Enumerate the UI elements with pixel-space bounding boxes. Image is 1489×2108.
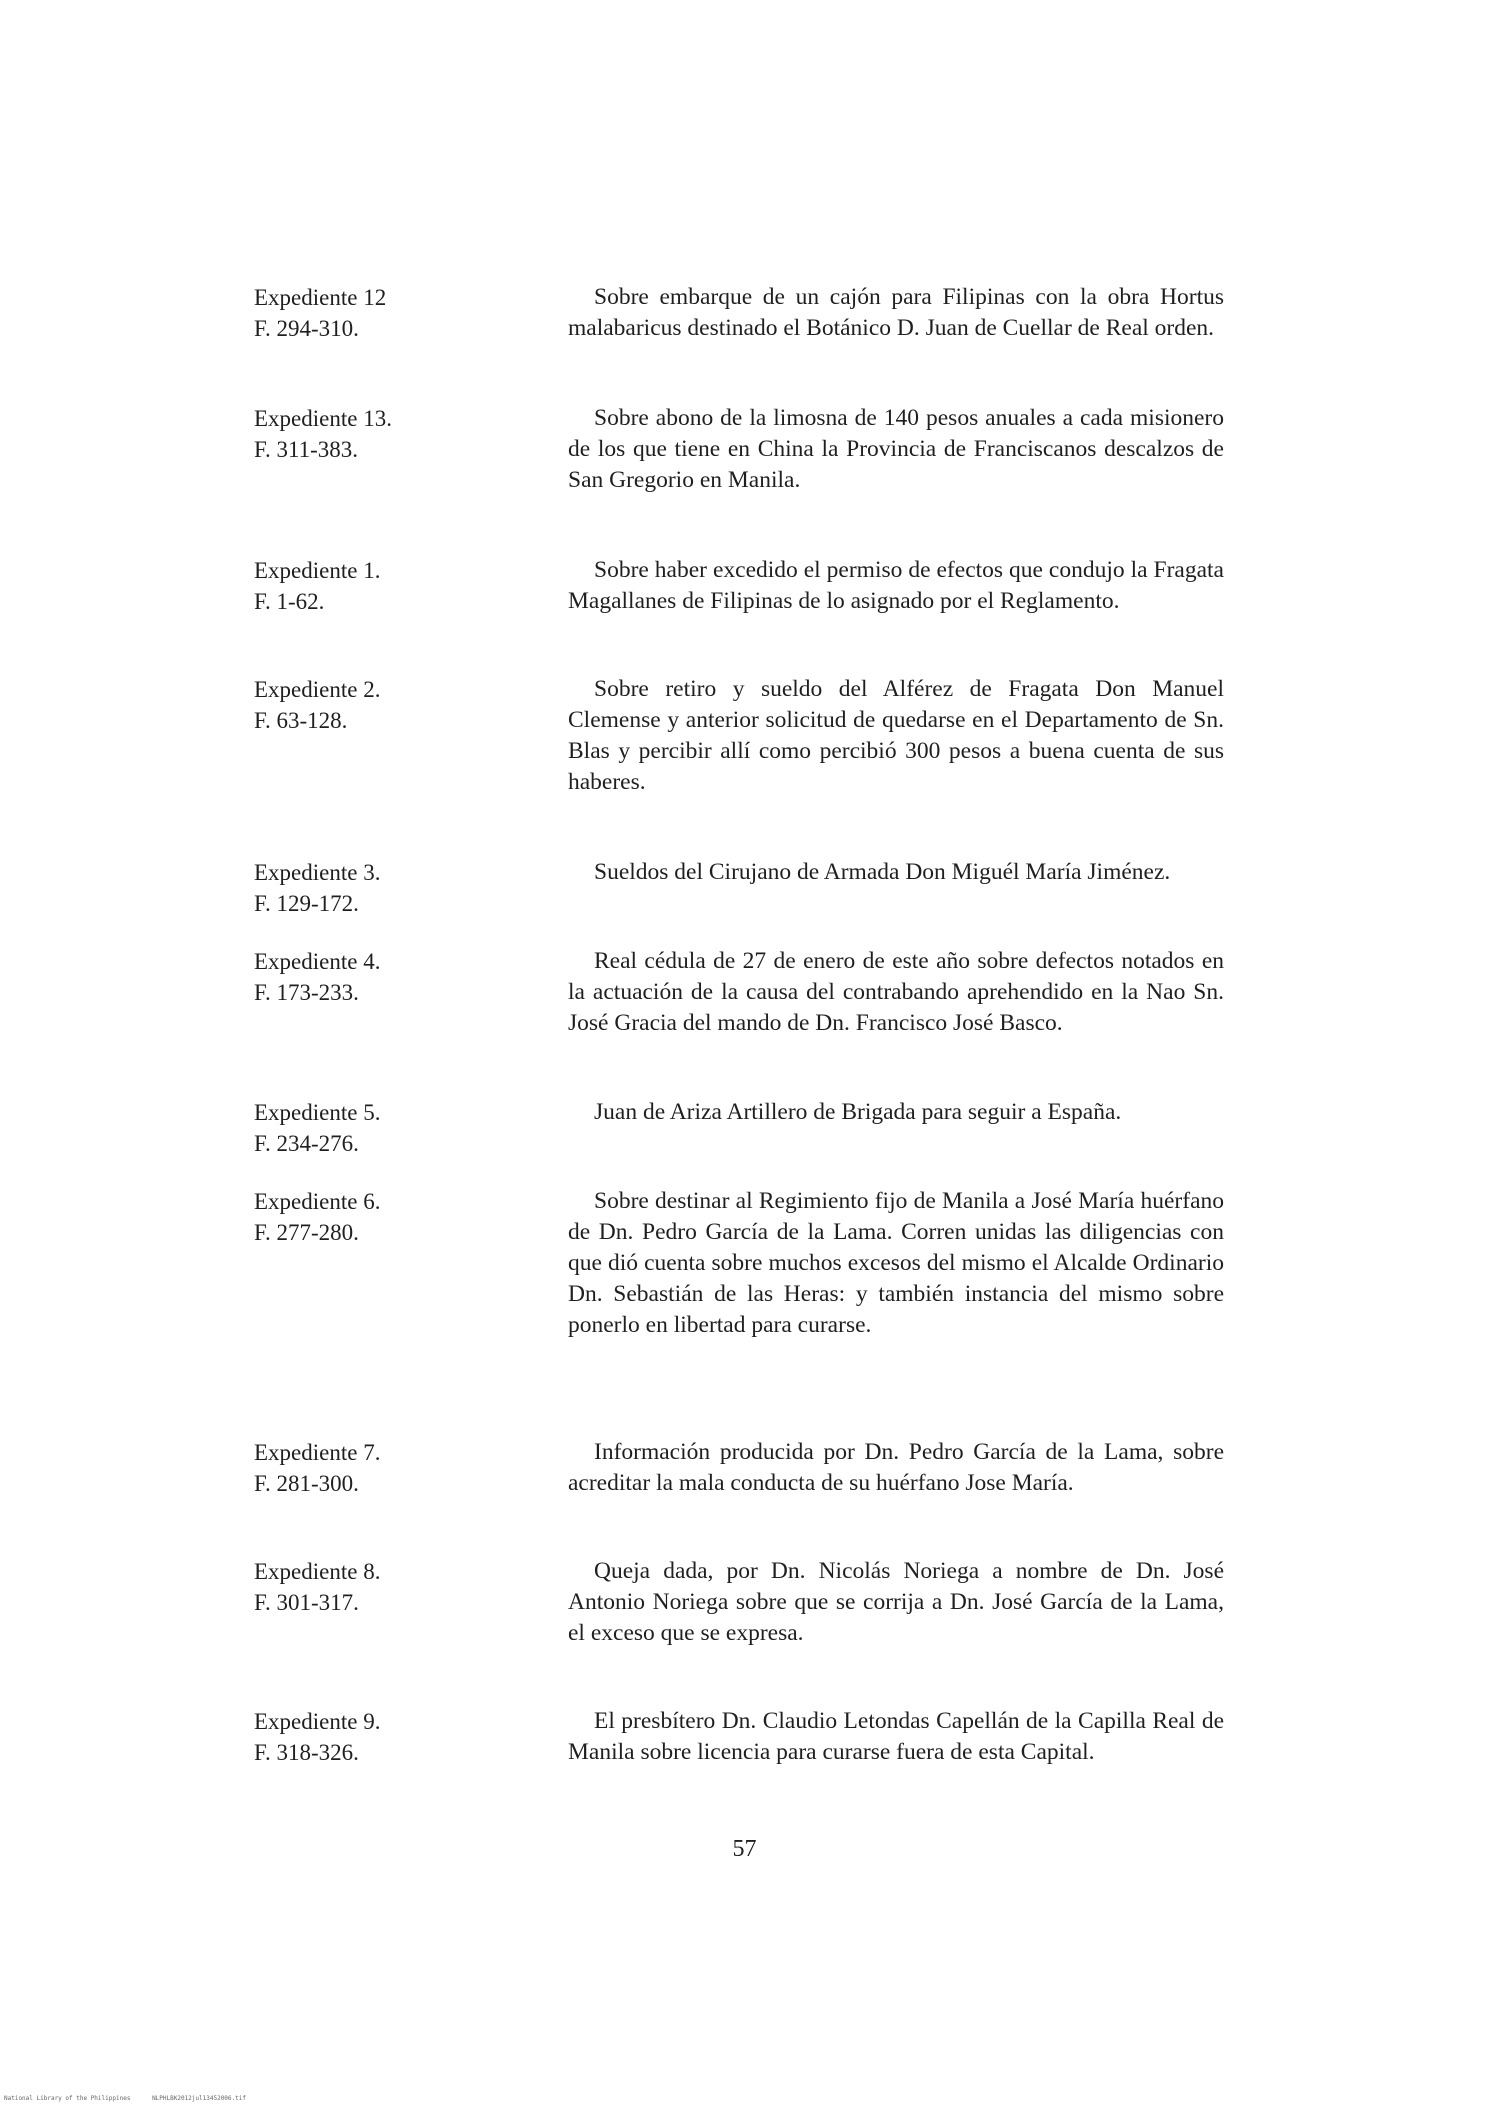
folio-range: F. 129-172. xyxy=(254,891,359,916)
expediente-label: Expediente 1. xyxy=(254,558,381,583)
expediente-label: Expediente 6. xyxy=(254,1189,381,1214)
folio-range: F. 318-326. xyxy=(254,1740,359,1765)
folio-range: F. 294-310. xyxy=(254,316,359,341)
entry-reference xyxy=(254,282,454,344)
entry-description: Información producida por Dn. Pedro García de la Lama, sobre acreditar la mala conducta de su huérfano Jose María. xyxy=(568,1439,1224,1496)
folio-range: F. 311-383. xyxy=(254,437,359,462)
scan-footer xyxy=(4,2095,264,2102)
entry-description: Sobre haber excedido el permiso de efectos que condujo la Fragata Magallanes de Filipinas de lo asignado por el Reglamento. xyxy=(568,557,1224,614)
folio-range: F. 234-276. xyxy=(254,1131,359,1156)
entry-reference xyxy=(254,1706,454,1768)
expediente-label: Expediente 9. xyxy=(254,1709,381,1734)
entry-description: Sobre destinar al Regimiento fijo de Manila a José María huérfano de Dn. Pedro García de la Lama. Corren unidas las diligencias con que dió cuenta sobre muchos excesos del mismo el Alcalde Ordinario Dn. Sebastián de las Heras: y también instancia del mismo sobre ponerlo en libertad para curarse. xyxy=(568,1188,1224,1338)
entry-description: El presbítero Dn. Claudio Letondas Capellán de la Capilla Real de Manila sobre licencia para curarse fuera de esta Capital. xyxy=(568,1708,1224,1765)
entry-reference xyxy=(254,674,454,736)
entry-reference xyxy=(254,403,454,465)
entry-reference xyxy=(254,555,454,617)
entry-description: Sueldos del Cirujano de Armada Don Miguél María Jiménez. xyxy=(594,859,1171,885)
folio-range: F. 173-233. xyxy=(254,980,359,1005)
expediente-label: Expediente 2. xyxy=(254,677,381,702)
entry-description: Sobre embarque de un cajón para Filipinas con la obra Hortus malabaricus destinado el Botánico D. Juan de Cuellar de Real orden. xyxy=(568,284,1224,341)
entry-description: Juan de Ariza Artillero de Brigada para seguir a España. xyxy=(594,1099,1122,1125)
folio-range: F. 301-317. xyxy=(254,1590,359,1615)
page-number: 57 xyxy=(732,1836,757,1862)
footer-file: NLPHLBK2012jul13452006.tif xyxy=(152,2095,246,2102)
expediente-label: Expediente 12 xyxy=(254,285,387,310)
folio-range: F. 277-280. xyxy=(254,1220,359,1245)
entry-reference xyxy=(254,857,454,919)
entry-reference xyxy=(254,1186,454,1248)
folio-range: F. 281-300. xyxy=(254,1471,359,1496)
entry-description: Queja dada, por Dn. Nicolás Noriega a nombre de Dn. José Antonio Noriega sobre que se corrija a Dn. José García de la Lama, el exceso que se expresa. xyxy=(568,1558,1224,1646)
footer-library: National Library of the Philippines xyxy=(4,2095,131,2102)
expediente-label: Expediente 3. xyxy=(254,860,381,885)
expediente-label: Expediente 7. xyxy=(254,1440,381,1465)
folio-range: F. 63-128. xyxy=(254,708,348,733)
entry-reference xyxy=(254,1437,454,1499)
expediente-label: Expediente 5. xyxy=(254,1100,381,1125)
entry-description: Sobre retiro y sueldo del Alférez de Fragata Don Manuel Clemense y anterior solicitud de quedarse en el Departamento de Sn. Blas y percibir allí como percibió 300 pesos a buena cuenta de sus haberes. xyxy=(568,676,1224,795)
entry-reference xyxy=(254,1097,454,1159)
expediente-label: Expediente 8. xyxy=(254,1559,381,1584)
expediente-label: Expediente 4. xyxy=(254,949,381,974)
folio-range: F. 1-62. xyxy=(254,589,325,614)
entry-reference xyxy=(254,946,454,1008)
expediente-label: Expediente 13. xyxy=(254,406,392,431)
entry-description: Sobre abono de la limosna de 140 pesos anuales a cada misionero de los que tiene en China la Provincia de Franciscanos descalzos de San Gregorio en Manila. xyxy=(568,405,1224,493)
entry-description: Real cédula de 27 de enero de este año sobre defectos notados en la actuación de la causa del contrabando aprehendido en la Nao Sn. José Gracia del mando de Dn. Francisco José Basco. xyxy=(568,948,1224,1036)
entry-reference xyxy=(254,1556,454,1618)
